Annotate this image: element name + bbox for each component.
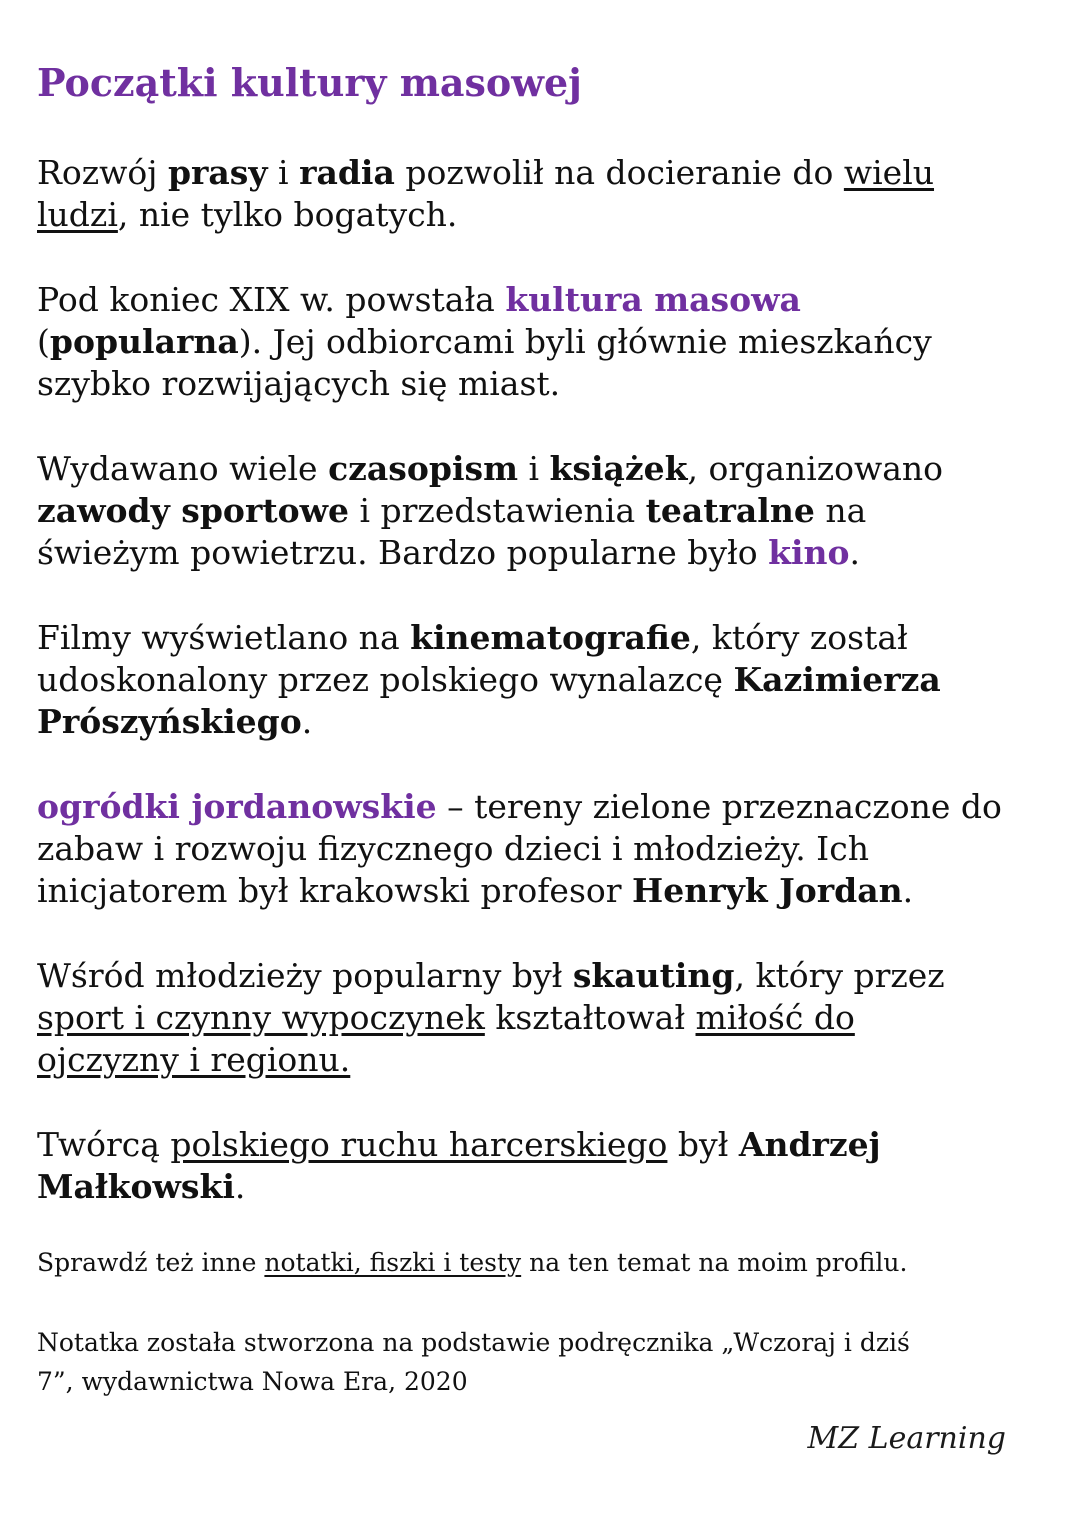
profile-note: Sprawdź też inne notatki, fiszki i testy na ten temat na moim profilu. — [37, 1247, 908, 1277]
paragraph-jordan-gardens: ogródki jordanowskie – tereny zielone przeznaczone do zabaw i rozwoju fizycznego dzieci i młodzieży. Ich inicjatorem był krakowski profesor Henryk Jordan. — [37, 786, 1002, 910]
term-radia: radia — [299, 152, 395, 192]
paragraph-press-radio: Rozwój prasy i radia pozwolił na docieranie do wielu ludzi, nie tylko bogatych. — [37, 152, 935, 234]
term-prasy: prasy — [167, 152, 268, 192]
underlined-sport: sport i czynny wypoczynek — [37, 997, 485, 1037]
highlight-kino: kino — [768, 532, 850, 572]
term-andrzej: Andrzej — [738, 1124, 881, 1164]
paragraph-mass-culture: Pod koniec XIX w. powstała kultura masowa (popularna). Jej odbiorcami byli głównie mieszkańcy szybko rozwijających się miast. — [37, 279, 932, 403]
term-kazimierza: Kazimierza — [733, 659, 941, 699]
underlined-harcerstwo: polskiego ruchu harcerskiego — [170, 1124, 668, 1164]
paragraph-publications: Wydawano wiele czasopism i książek, organizowano zawody sportowe i przedstawienia teatralne na świeżym powietrzu. Bardzo popularne było kino. — [37, 448, 944, 572]
paragraph-harcerstwo: Twórcą polskiego ruchu harcerskiego był Andrzej Małkowski. — [37, 1124, 881, 1206]
term-malkowski: Małkowski — [37, 1166, 235, 1206]
underlined-wielu: wielu — [843, 152, 935, 192]
term-ksiazek: książek — [549, 448, 688, 488]
highlight-ogrodki-jordanowskie: ogródki jordanowskie — [37, 786, 437, 826]
underlined-milosc: miłość do — [695, 997, 855, 1037]
term-skauting: skauting — [572, 955, 735, 995]
source-note: Notatka została stworzona na podstawie podręcznika „Wczoraj i dziś 7”, wydawnictwa Nowa Era, 2020 — [37, 1327, 910, 1396]
page-title: Początki kultury masowej — [37, 60, 582, 105]
term-zawody-sportowe: zawody sportowe — [37, 490, 349, 530]
paragraph-scouting: Wśród młodzieży popularny był skauting, który przez sport i czynny wypoczynek kształtował miłość do ojczyzny i regionu. — [37, 955, 945, 1079]
note-page — [37, 60, 1047, 1401]
underlined-notatki: notatki, fiszki i testy — [264, 1247, 522, 1277]
highlight-kultura-masowa: kultura masowa — [505, 279, 801, 319]
paragraph-cinematograph: Filmy wyświetlano na kinematografie, który został udoskonalony przez polskiego wynalazcę Kazimierza Prószyńskiego. — [37, 617, 941, 741]
term-czasopism: czasopism — [328, 448, 518, 488]
term-proszynskiego: Prószyńskiego — [37, 701, 302, 741]
term-popularna: popularna — [49, 321, 239, 361]
term-henryk-jordan: Henryk Jordan — [632, 870, 903, 910]
underlined-ojczyzny: ojczyzny i regionu. — [37, 1039, 351, 1079]
author-signature: MZ Learning — [807, 1421, 1006, 1456]
underlined-ludzi: ludzi — [37, 194, 118, 234]
term-teatralne: teatralne — [645, 490, 815, 530]
term-kinematografie: kinematografie — [410, 617, 691, 657]
